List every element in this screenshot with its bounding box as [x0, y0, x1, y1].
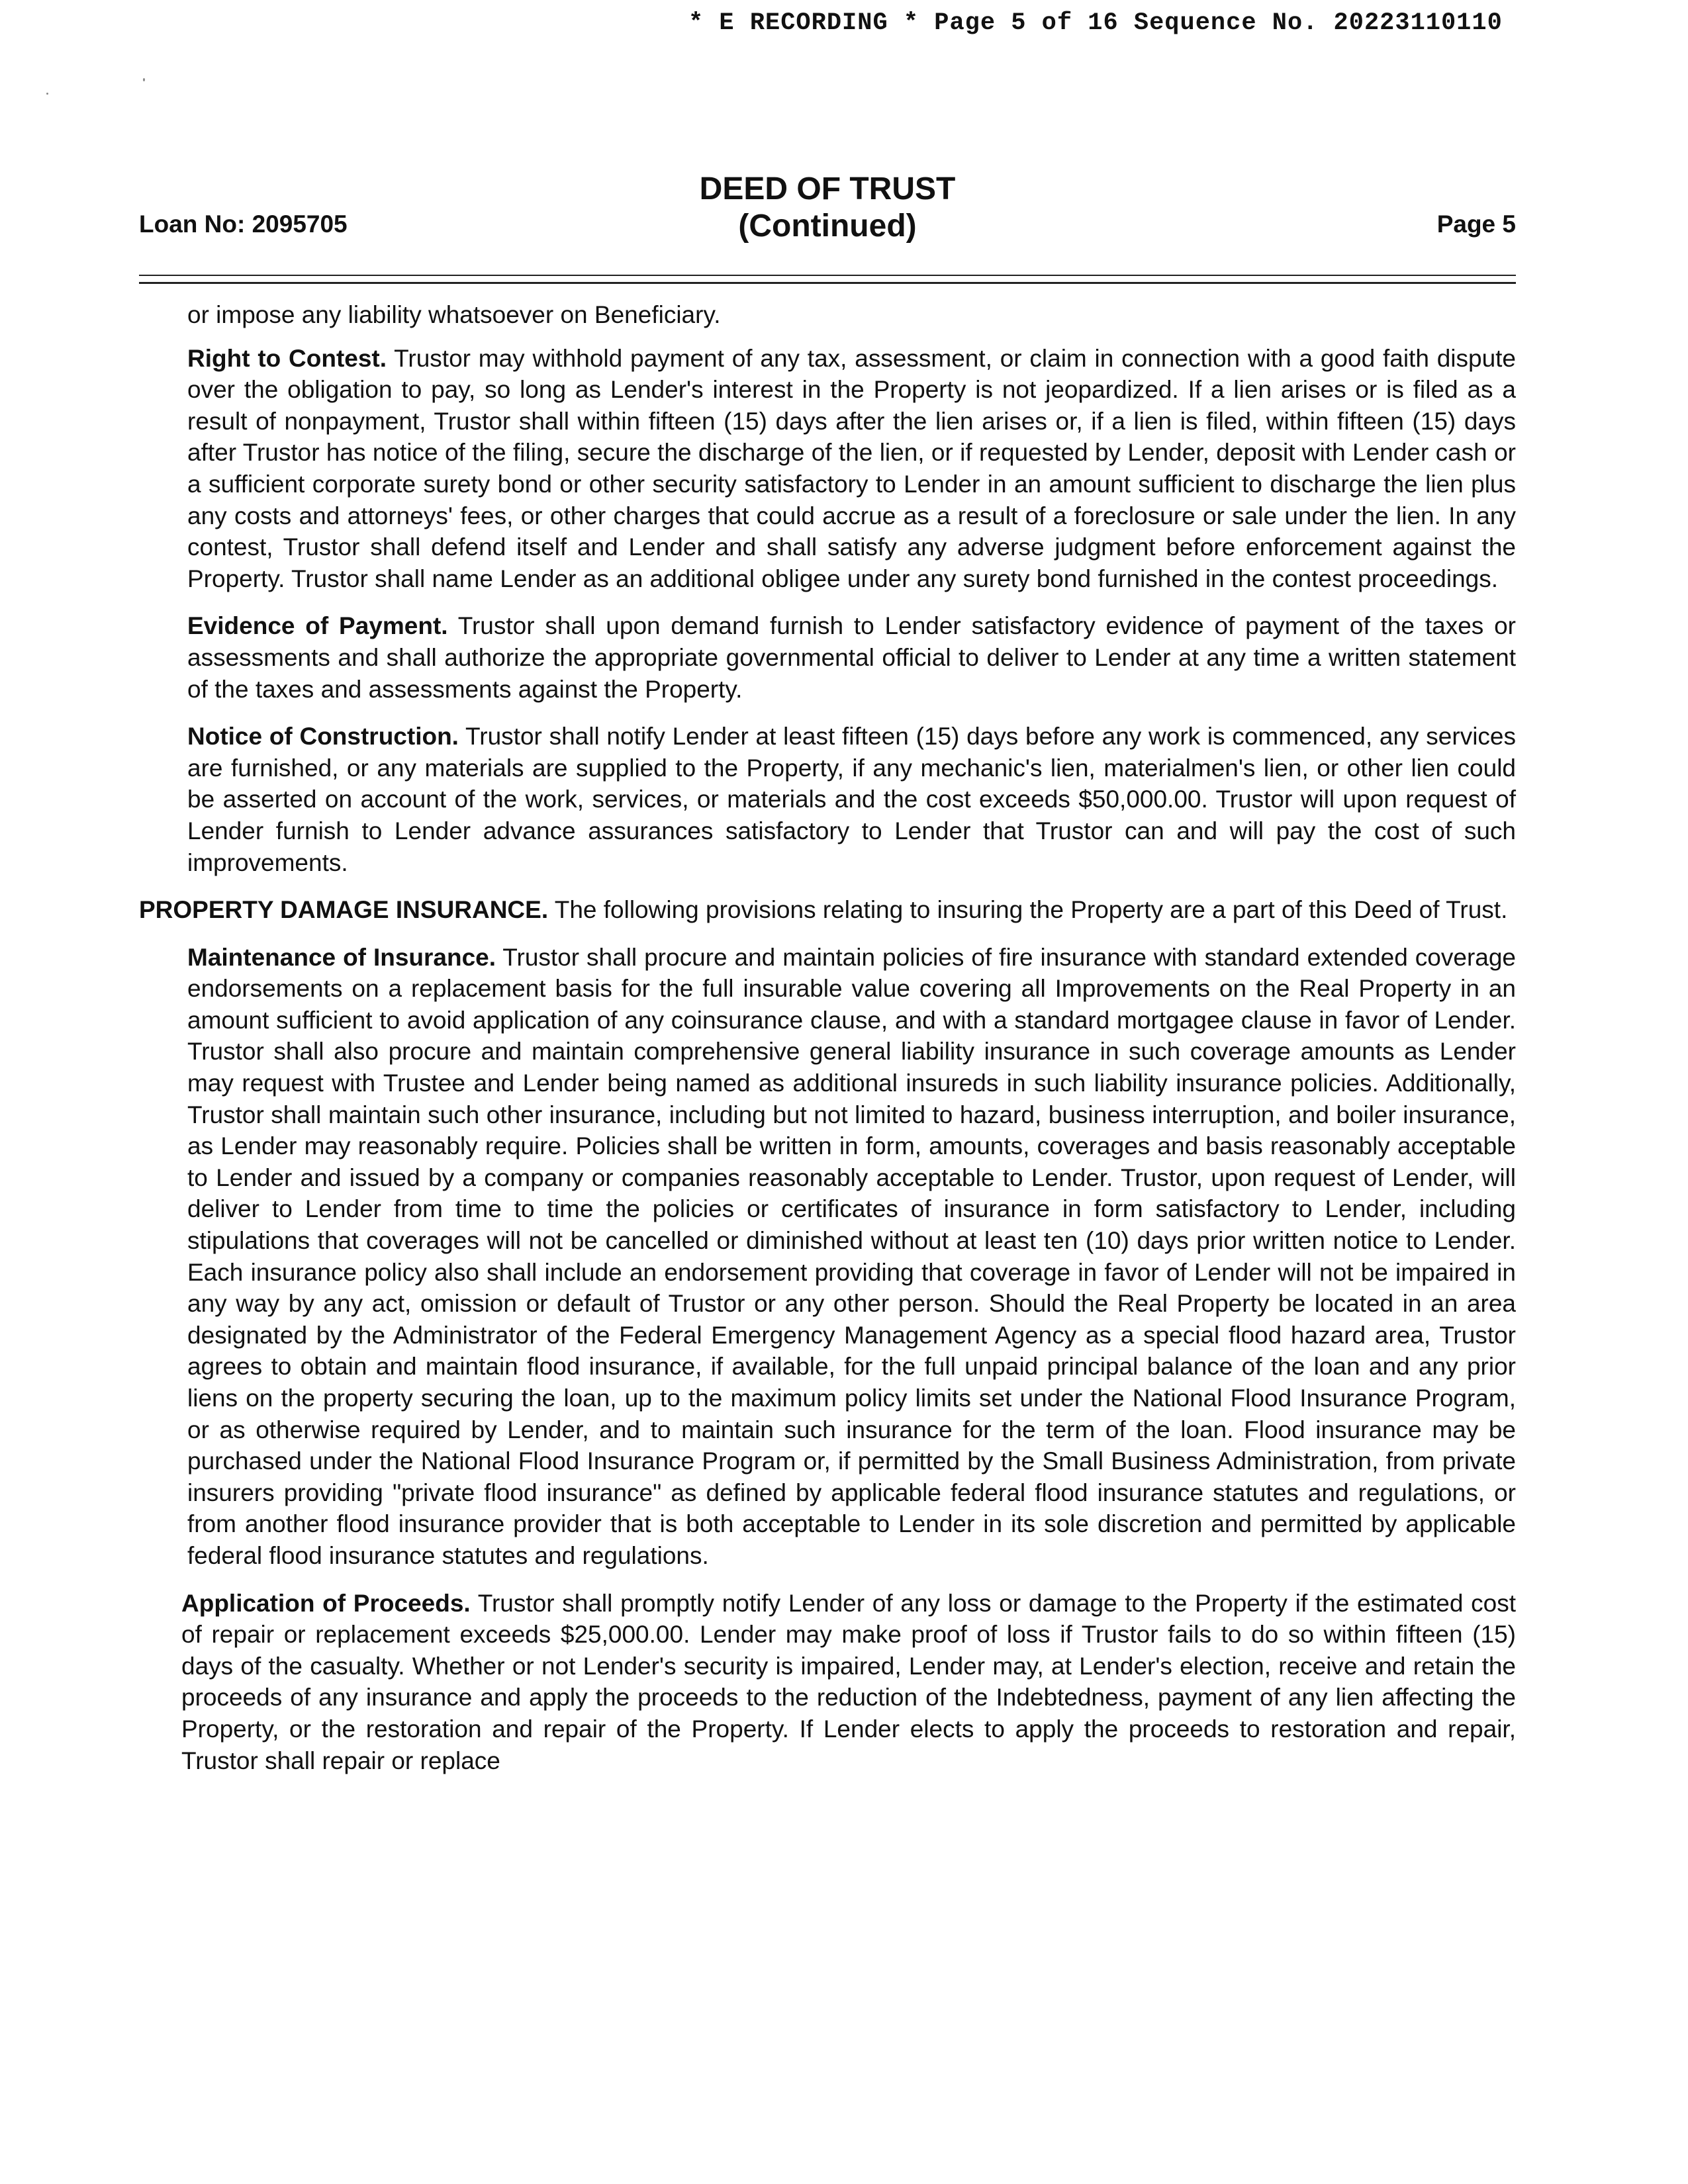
- paragraph-text: The following provisions relating to insuring the Property are a part of this Deed of Trust.: [548, 896, 1508, 924]
- paragraph-heading: Maintenance of Insurance.: [187, 943, 496, 971]
- paragraph-text: Trustor shall upon demand furnish to Lender satisfactory evidence of payment of the taxes or assessments and shall authorize the appropriate governmental official to deliver to Lender at any time a written statement of the taxes and assessments against the Property.: [187, 612, 1516, 703]
- recording-stamp: * E RECORDING * Page 5 of 16 Sequence No. 20223110110: [688, 9, 1503, 37]
- loan-number: Loan No: 2095705: [139, 210, 348, 238]
- section-property-damage-insurance: [139, 894, 1516, 926]
- paragraph-application-of-proceeds: [181, 1588, 1516, 1777]
- paragraph-text: or impose any liability whatsoever on Beneficiary.: [187, 301, 721, 328]
- document-header: [139, 171, 1516, 250]
- section-heading: PROPERTY DAMAGE INSURANCE.: [139, 896, 549, 924]
- document-body: [139, 299, 1516, 1792]
- paragraph-evidence-of-payment: [187, 610, 1516, 705]
- paragraph-text: Trustor shall promptly notify Lender of any loss or damage to the Property if the estimated cost of repair or replacement exceeds $25,000.00. Lender may make proof of loss if Trustor fails to do so within fifteen (15) days of the casualty. Whether or not Lender's security is impaired, Lender may, at Lender's election, receive and retain the proceeds of any insurance and apply the proceeds to the reduction of the Indebtedness, payment of any lien affecting the Property, or the restoration and repair of the Property. If Lender elects to apply the proceeds to restoration and repair, Trustor shall repair or replace: [181, 1589, 1516, 1774]
- paragraph-notice-of-construction: [187, 721, 1516, 878]
- paragraph-text: Trustor shall notify Lender at least fifteen (15) days before any work is commenced, any services are furnished, or any materials are supplied to the Property, if any mechanic's lien, materialmen's lien, or other lien could be asserted on account of the work, services, or materials and the cost exceeds $50,000.00. Trustor will upon request of Lender furnish to Lender advance assurances satisfactory to Lender that Trustor can and will pay the cost of such improvements.: [187, 723, 1516, 876]
- paragraph-right-to-contest: [187, 343, 1516, 595]
- paragraph-heading: Right to Contest.: [187, 344, 387, 372]
- paragraph-continuation: [187, 299, 1516, 331]
- header-divider: [139, 275, 1516, 276]
- scan-speck: [143, 78, 145, 81]
- paragraph-maintenance-of-insurance: [187, 942, 1516, 1572]
- paragraph-heading: Notice of Construction.: [187, 723, 459, 751]
- paragraph-heading: Evidence of Payment.: [187, 612, 448, 640]
- document-title-block: [139, 171, 1516, 245]
- page-label: Page 5: [1436, 210, 1516, 238]
- header-divider: [139, 282, 1516, 284]
- scan-speck: [46, 93, 48, 95]
- paragraph-heading: Application of Proceeds.: [181, 1589, 471, 1617]
- document-title: DEED OF TRUST: [699, 171, 956, 206]
- document-subtitle: (Continued): [738, 208, 917, 244]
- paragraph-text: Trustor shall procure and maintain policies of fire insurance with standard extended coverage endorsements on a replacement basis for the full insurable value covering all Improvements on the Real Property in an amount sufficient to avoid application of any coinsurance clause, and with a standard mortgagee clause in favor of Lender. Trustor shall also procure and maintain comprehensive general liability insurance in such coverage amounts as Lender may request with Trustee and Lender being named as additional insureds in such liability insurance policies. Additionally, Trustor shall maintain such other insurance, including but not limited to hazard, business interruption, and boiler insurance, as Lender may reasonably require. Policies shall be written in form, amounts, coverages and basis reasonably acceptable to Lender and issued by a company or companies reasonably acceptable to Lender. Trustor, upon request of Lender, will deliver to Lender from time to time the policies or certificates of insurance in form satisfactory to Lender, including stipulations that coverages will not be cancelled or diminished without at least ten (10) days prior written notice to Lender. Each insurance policy also shall include an endorsement providing that coverage in favor of Lender will not be impaired in any way by any act, omission or default of Trustor or any other person. Should the Real Property be located in an area designated by the Administrator of the Federal Emergency Management Agency as a special flood hazard area, Trustor agrees to obtain and maintain flood insurance, if available, for the full unpaid principal balance of the loan and any prior liens on the property securing the loan, up to the maximum policy limits set under the National Flood Insurance Program, or as otherwise required by Lender, and to maintain such insurance for the term of the loan. Flood insurance may be purchased under the National Flood Insurance Program or, if permitted by the Small Business Administration, from private insurers providing "private flood insurance" as defined by applicable federal flood insurance statutes and regulations, or from another flood insurance provider that is both acceptable to Lender in its sole discretion and permitted by applicable federal flood insurance statutes and regulations.: [187, 943, 1516, 1569]
- paragraph-text: Trustor may withhold payment of any tax, assessment, or claim in connection with a good faith dispute over the obligation to pay, so long as Lender's interest in the Property is not jeopardized. If a lien arises or is filed as a result of nonpayment, Trustor shall within fifteen (15) days after the lien arises or, if a lien is filed, within fifteen (15) days after Trustor has notice of the filing, secure the discharge of the lien, or if requested by Lender, deposit with Lender cash or a sufficient corporate surety bond or other security satisfactory to Lender in an amount sufficient to discharge the lien plus any costs and attorneys' fees, or other charges that could accrue as a result of a foreclosure or sale under the lien. In any contest, Trustor shall defend itself and Lender and shall satisfy any adverse judgment before enforcement against the Property. Trustor shall name Lender as an additional obligee under any surety bond furnished in the contest proceedings.: [187, 344, 1517, 592]
